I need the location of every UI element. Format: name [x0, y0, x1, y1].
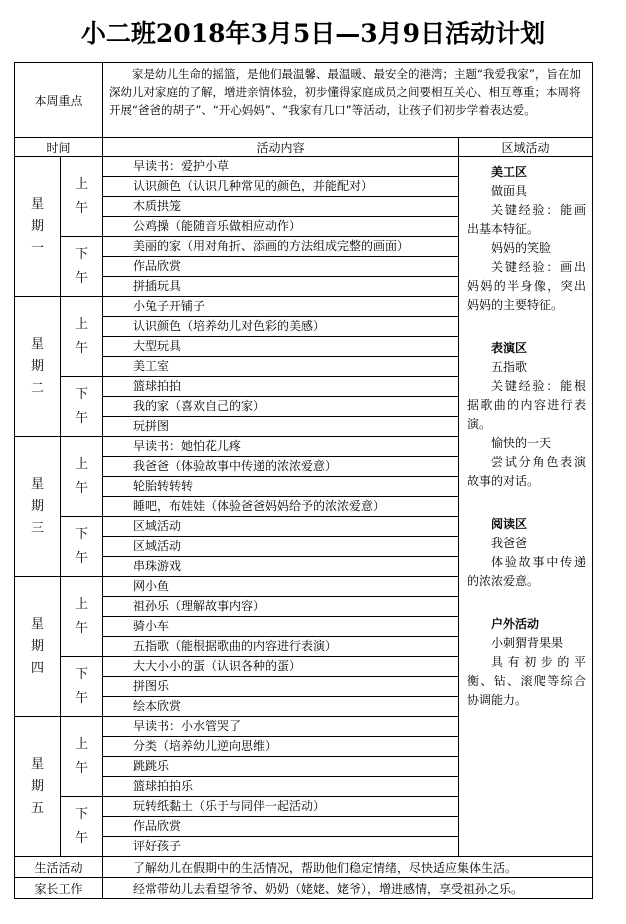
activity-item: 玩拼图 — [103, 417, 459, 437]
activity-item: 区域活动 — [103, 517, 459, 537]
region-line: 做面具 — [491, 184, 528, 198]
region-line: 五指歌 — [491, 360, 528, 374]
activity-item: 早读书：小水管哭了 — [103, 717, 459, 737]
region-title: 表演区 — [491, 341, 528, 355]
header-time: 时间 — [15, 138, 103, 157]
region-line: 关键经验：能根据歌曲的内容进行表演。 — [467, 379, 587, 431]
afternoon-label: 下 午 — [61, 517, 103, 577]
life-row-text: 了解幼儿在假期中的生活情况，帮助他们稳定情绪，尽快适应集体生活。 — [103, 857, 593, 878]
activity-item: 玩转纸黏土（乐于与同伴一起活动） — [103, 797, 459, 817]
region-line: 我爸爸 — [491, 536, 528, 550]
activity-item: 早读书：她怕花儿疼 — [103, 437, 459, 457]
activity-item: 分类（培养幼儿逆向思维） — [103, 737, 459, 757]
activity-item: 木质拱笼 — [103, 197, 459, 217]
focus-row — [15, 63, 593, 138]
activity-item: 认识颜色（认识几种常见的颜色，并能配对） — [103, 177, 459, 197]
region-line: 尝试分角色表演故事的对话。 — [467, 455, 587, 488]
activity-item: 区域活动 — [103, 537, 459, 557]
activity-plan-table — [14, 62, 593, 899]
activity-item: 拼插玩具 — [103, 277, 459, 297]
activity-item: 公鸡操（能随音乐做相应动作） — [103, 217, 459, 237]
focus-text: 家是幼儿生命的摇篮，是他们最温馨、最温暖、最安全的港湾；主题“我爱我家”，旨在加深幼儿对家庭的了解，增进亲情体验，初步懂得家庭成员之间要相互关心、相互尊重；本周将开展“爸爸的胡子”、“开心妈妈”、“我家有几口”等活动，让孩子们初步学着表达爱。 — [103, 63, 593, 138]
activity-item: 篮球拍拍 — [103, 377, 459, 397]
morning-label: 上 午 — [61, 437, 103, 517]
activity-item: 睡吧，布娃娃（体验爸爸妈妈给予的浓浓爱意） — [103, 497, 459, 517]
activity-item: 美工室 — [103, 357, 459, 377]
activity-item: 早读书：爱护小草 — [103, 157, 459, 177]
region-line: 愉快的一天 — [491, 436, 552, 450]
activity-item: 串珠游戏 — [103, 557, 459, 577]
region-title: 户外活动 — [491, 617, 540, 631]
day-label: 星 期 四 — [15, 577, 61, 717]
activity-item: 小兔子开铺子 — [103, 297, 459, 317]
morning-label: 上 午 — [61, 577, 103, 657]
activity-item: 拼图乐 — [103, 677, 459, 697]
region-block — [467, 615, 586, 710]
day-label: 星 期 一 — [15, 157, 61, 297]
activity-item: 五指歌（能根据歌曲的内容进行表演） — [103, 637, 459, 657]
activity-item: 评好孩子 — [103, 837, 459, 857]
region-line: 妈妈的笑脸 — [491, 241, 552, 255]
activity-item: 大型玩具 — [103, 337, 459, 357]
morning-label: 上 午 — [61, 717, 103, 797]
activity-item: 篮球拍拍乐 — [103, 777, 459, 797]
afternoon-label: 下 午 — [61, 657, 103, 717]
region-line: 体验故事中传递的浓浓爱意。 — [467, 555, 587, 588]
page-title: 小二班2018年3月5日—3月9日活动计划 — [80, 19, 546, 48]
region-activities — [459, 157, 593, 857]
region-block — [467, 163, 586, 315]
afternoon-label: 下 午 — [61, 377, 103, 437]
activity-item: 跳跳乐 — [103, 757, 459, 777]
region-block — [467, 515, 586, 591]
activity-item: 我爸爸（体验故事中传递的浓浓爱意） — [103, 457, 459, 477]
activity-row — [15, 157, 593, 177]
day-label: 星 期 五 — [15, 717, 61, 857]
parent-row-label: 家长工作 — [15, 878, 103, 899]
activity-item: 作品欣赏 — [103, 257, 459, 277]
day-label: 星 期 三 — [15, 437, 61, 577]
afternoon-label: 下 午 — [61, 237, 103, 297]
activity-item: 祖孙乐（理解故事内容） — [103, 597, 459, 617]
region-title: 阅读区 — [491, 517, 528, 531]
morning-label: 上 午 — [61, 157, 103, 237]
activity-item: 我的家（喜欢自己的家） — [103, 397, 459, 417]
region-title: 美工区 — [491, 165, 528, 179]
header-row — [15, 138, 593, 157]
header-content: 活动内容 — [103, 138, 459, 157]
activity-item: 认识颜色（培养幼儿对色彩的美感） — [103, 317, 459, 337]
life-row-label: 生活活动 — [15, 857, 103, 878]
activity-item: 骑小车 — [103, 617, 459, 637]
activity-item: 大大小小的蛋（认识各种的蛋） — [103, 657, 459, 677]
region-line: 具有初步的平衡、钻、滚爬等综合协调能力。 — [467, 655, 587, 707]
afternoon-label: 下 午 — [61, 797, 103, 857]
life-row — [15, 857, 593, 878]
header-region: 区域活动 — [459, 138, 593, 157]
region-line: 关键经验：画出妈妈的半身像，突出妈妈的主要特征。 — [467, 260, 587, 312]
activity-item: 网小鱼 — [103, 577, 459, 597]
day-label: 星 期 二 — [15, 297, 61, 437]
activity-item: 轮胎转转转 — [103, 477, 459, 497]
morning-label: 上 午 — [61, 297, 103, 377]
focus-label: 本周重点 — [15, 63, 103, 138]
parent-row-text: 经常带幼儿去看望爷爷、奶奶（姥姥、姥爷），增进感情，享受祖孙之乐。 — [103, 878, 593, 899]
activity-item: 作品欣赏 — [103, 817, 459, 837]
region-block — [467, 339, 586, 491]
region-line: 关键经验：能画出基本特征。 — [467, 203, 587, 236]
activity-item: 绘本欣赏 — [103, 697, 459, 717]
parent-row — [15, 878, 593, 899]
region-line: 小刺猬背果果 — [491, 636, 564, 650]
activity-item: 美丽的家（用对角折、添画的方法组成完整的画面） — [103, 237, 459, 257]
